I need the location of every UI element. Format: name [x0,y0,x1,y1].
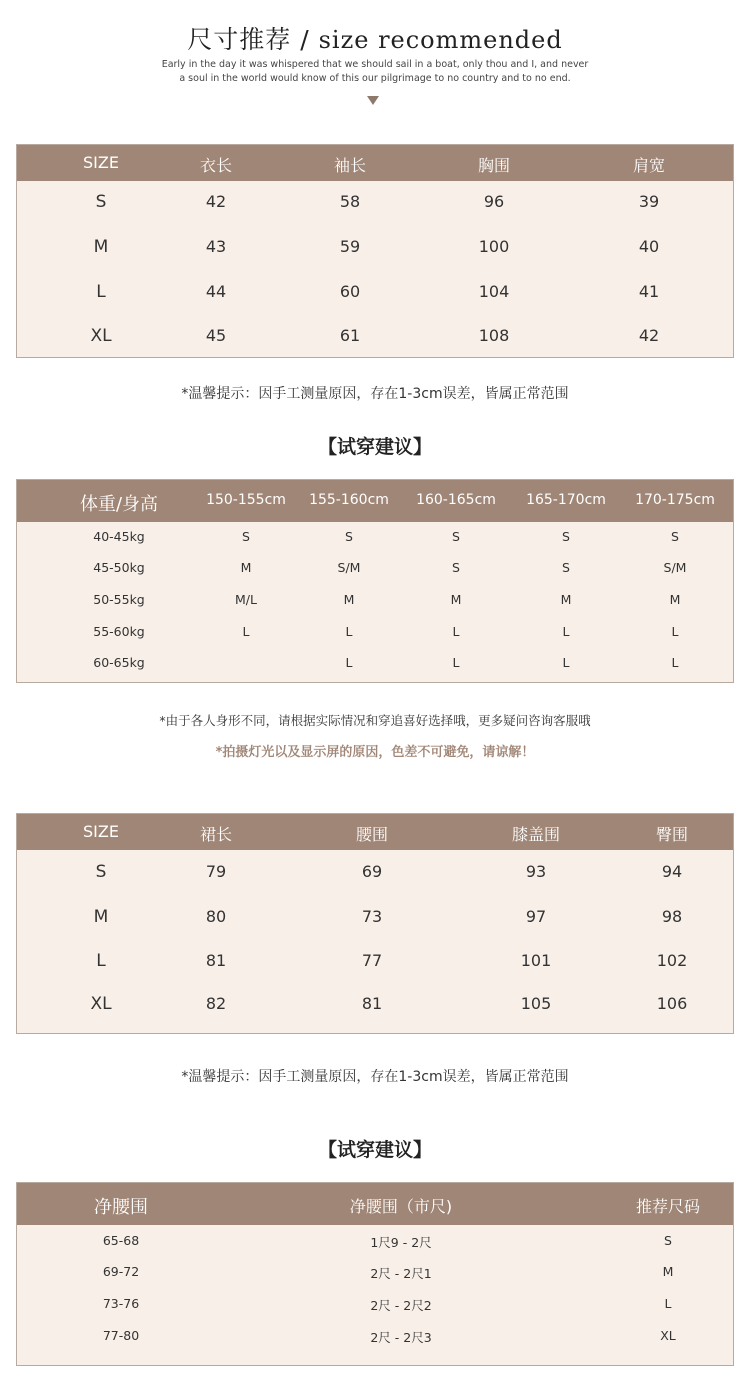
table-header-cell: 膝盖围 [511,825,561,844]
table-cell: 1尺9 - 2尺 [370,1235,432,1250]
table-cell: L [96,951,106,971]
table-cell: 96 [483,192,505,211]
table-header-cell: SIZE [83,822,119,841]
table-cell: 45 [205,326,227,345]
table-cell: 77 [361,951,383,970]
table-header [17,1183,733,1225]
table-cell: L [562,655,570,670]
table-header [17,145,733,181]
table-header-cell: 衣长 [199,156,233,175]
table-header-cell: 腰围 [355,825,389,844]
table-cell: XL [90,326,112,346]
table-cell: XL [90,994,112,1014]
table-cell: M [93,907,109,927]
table-cell: XL [660,1328,676,1343]
table-cell: 50-55kg [93,592,145,607]
table-header-cell: 净腰围（市尺) [349,1197,453,1216]
title-cn: 尺寸推荐 / [187,25,310,54]
table-cell: 59 [339,237,361,256]
down-arrow-icon [367,96,379,105]
table-cell: M [240,560,252,575]
table-cell: 73 [361,907,383,926]
table-cell: 82 [205,994,227,1013]
table-header-cell: 胸围 [477,156,511,175]
table-cell: 102 [656,951,688,970]
subtitle-line-1: Early in the day it was whispered that we should sail in a boat, only thou and I, and never [161,59,589,70]
table-cell: M [669,592,681,607]
table-cell: L [452,624,460,639]
table-cell: S [95,862,107,882]
table-cell: 61 [339,326,361,345]
table-cell: 2尺 - 2尺1 [370,1266,432,1281]
table-cell: L [96,282,106,302]
table-cell: 98 [661,907,683,926]
table-cell: 60-65kg [93,655,145,670]
table-header-cell: 裙长 [199,825,233,844]
table-cell: 40-45kg [93,529,145,544]
table-header-cell: 165-170cm [526,492,606,508]
table-cell: M [662,1264,674,1279]
page-title [0,20,750,56]
section-title-fit-1: 【试穿建议】 [317,436,432,458]
table-cell: 39 [638,192,660,211]
table-cell: M/L [235,592,257,607]
subtitle-line-2: a soul in the world would know of this our pilgrimage to no country and to no end. [179,73,571,84]
table-cell: L [345,624,353,639]
table-header-cell: 150-155cm [206,492,286,508]
table-cell: 93 [525,862,547,881]
table-cell: 65-68 [102,1233,140,1248]
table-header-cell: 160-165cm [416,492,496,508]
table-cell: S [562,560,570,575]
size-table-skirt [16,813,734,1034]
table-cell: M [450,592,462,607]
table-cell: 2尺 - 2尺2 [370,1298,432,1313]
table-cell: 94 [661,862,683,881]
table-cell: 73-76 [102,1296,140,1311]
measurement-note-2: *温馨提示：因手工测量原因，存在1-3cm误差，皆属正常范围 [181,1069,569,1085]
table-cell: S/M [337,560,361,575]
table-cell: S [452,529,460,544]
table-cell: L [562,624,570,639]
table-header-cell: 155-160cm [309,492,389,508]
table-cell: 42 [638,326,660,345]
table-header-cell: 肩宽 [632,156,666,175]
table-cell: 45-50kg [93,560,145,575]
table-cell: 44 [205,282,227,301]
table-cell: L [452,655,460,670]
table-cell: S [95,192,107,212]
table-cell: 100 [478,237,510,256]
color-difference-warning: *拍摄灯光以及显示屏的原因，色差不可避免，请谅解！ [215,745,535,760]
table-cell: 105 [520,994,552,1013]
table-cell: 42 [205,192,227,211]
table-cell: 108 [478,326,510,345]
table-cell: 41 [638,282,660,301]
table-cell: L [671,624,679,639]
table-cell: M [93,237,109,257]
table-header [17,814,733,850]
table-header-cell: SIZE [83,153,119,172]
table-header [17,480,733,522]
subtitle [0,58,750,86]
table-cell: 43 [205,237,227,256]
size-table-top [16,144,734,358]
table-header-cell: 体重/身高 [79,494,159,515]
table-cell: 60 [339,282,361,301]
table-cell: 58 [339,192,361,211]
waist-recommendation-table [16,1182,734,1366]
table-cell: 81 [361,994,383,1013]
table-cell: 69-72 [102,1264,140,1279]
table-cell: 2尺 - 2尺3 [370,1330,432,1345]
table-cell: 106 [656,994,688,1013]
section-title-fit-2: 【试穿建议】 [317,1139,432,1161]
table-cell: 97 [525,907,547,926]
table-header-cell: 推荐尺码 [635,1197,701,1216]
table-cell: L [671,655,679,670]
table-header-cell: 袖长 [333,156,367,175]
table-cell: 55-60kg [93,624,145,639]
fit-recommendation-table-1 [16,479,734,683]
table-cell: S [664,1233,672,1248]
body-shape-note: *由于各人身形不同，请根据实际情况和穿追喜好选择哦，更多疑问咨询客服哦 [159,713,591,728]
table-cell: M [560,592,572,607]
measurement-note-1: *温馨提示：因手工测量原因，存在1-3cm误差，皆属正常范围 [181,386,569,402]
table-cell: 104 [478,282,510,301]
table-cell: S [562,529,570,544]
table-cell: 77-80 [102,1328,140,1343]
table-cell: M [343,592,355,607]
table-cell: L [345,655,353,670]
table-cell: S [452,560,460,575]
table-cell: L [242,624,250,639]
table-cell: 101 [520,951,552,970]
table-cell: S [671,529,679,544]
table-header-cell: 净腰围 [94,1197,148,1218]
table-header-cell: 臀围 [655,825,689,844]
table-cell: 40 [638,237,660,256]
table-cell: S [345,529,353,544]
table-cell: 69 [361,862,383,881]
table-cell: S [242,529,250,544]
table-cell: L [664,1296,672,1311]
table-cell: 81 [205,951,227,970]
table-cell: 80 [205,907,227,926]
table-header-cell: 170-175cm [635,492,715,508]
title-en: size recommended [318,26,563,54]
table-cell: S/M [663,560,687,575]
table-cell: 79 [205,862,227,881]
